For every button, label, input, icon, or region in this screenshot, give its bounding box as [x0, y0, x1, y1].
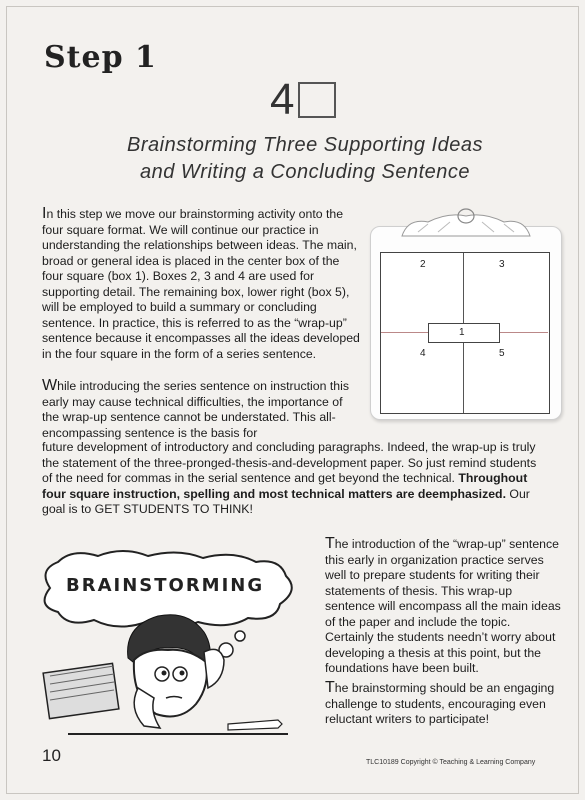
- intro-paragraph: [42, 206, 362, 362]
- bold-emphasis: Throughout four square instruction, spelling and most technical matters are deemphasized.: [42, 471, 528, 501]
- page-number: 10: [42, 746, 61, 765]
- subtitle-line-2: and Writing a Concluding Sentence: [139, 161, 471, 183]
- box-5-label: 5: [499, 348, 505, 359]
- paragraph-text: n this step we move our brainstorming activity onto the four square format. We will continue our practice in understanding the relationships between ideas. The main, broad or general idea is placed in the center box of the four square (box 1). Boxes 2, 3 and 4 are used for supporting detail. The remaining box, lower right (box 5), will be employed to build a summary or concluding sentence. In practice, this is referred to as the “wrap-up” sentence because it encompasses all the ideas developed in the four square in the form of a series sentence.: [42, 207, 360, 361]
- wrap-up-paragraph: [42, 440, 547, 518]
- dropcap: T: [325, 679, 335, 696]
- copyright-notice: TLC10189 Copyright © Teaching & Learning Company: [366, 759, 536, 766]
- dropcap: I: [42, 205, 47, 222]
- box-2-label: 2: [420, 259, 426, 270]
- step-title: Step 1: [44, 40, 157, 75]
- section-subtitle: [60, 132, 550, 186]
- box-3-label: 3: [499, 259, 505, 270]
- dropcap: W: [42, 377, 58, 394]
- box-4-label: 4: [420, 348, 426, 359]
- paragraph-text: hile introducing the series sentence on instruction this early may cause technical difficulties, the importance of the wrap-up sentence cannot be understated. This all-encompassing sentence is the basis for: [42, 379, 349, 440]
- thesis-paragraph: [325, 536, 561, 677]
- subtitle-line-1: Brainstorming Three Supporting Ideas: [127, 134, 483, 156]
- square-icon: [298, 82, 336, 118]
- paragraph-text: future development of introductory and concluding paragraphs. Indeed, the wrap-up is truly the statement of the three-pronged-thesis-and-development paper. So just remind students of the need for commas in the serial sentence and get beyond the technical.: [42, 440, 537, 485]
- series-sentence-paragraph: [42, 378, 362, 441]
- paragraph-text: Our goal is to GET STUDENTS TO THINK!: [42, 486, 530, 516]
- hand-right: [204, 649, 224, 688]
- thought-bubble-small: [235, 631, 245, 641]
- box-1-label: 1: [459, 327, 465, 338]
- brainstorming-paragraph: [325, 680, 561, 728]
- dropcap: T: [325, 535, 335, 552]
- clipboard-clip-icon: [398, 208, 534, 238]
- pencil-icon: [228, 720, 282, 730]
- paragraph-text: he introduction of the “wrap-up” sentence this early in organization practice serves well to prepare students for writing their statements of thesis. This wrap-up sentence will encompass all the main ideas of the paper and include the topic. Certainly the students needn’t worry about developing a thesis at this point, but the foundations have been built.: [325, 537, 561, 675]
- paragraph-text: he brainstorming should be an engaging challenge to students, encouraging even reluctant writers to participate!: [325, 681, 555, 726]
- four-number-icon: 4: [270, 75, 295, 124]
- cloud-caption: BRAINSTORMING: [66, 575, 265, 596]
